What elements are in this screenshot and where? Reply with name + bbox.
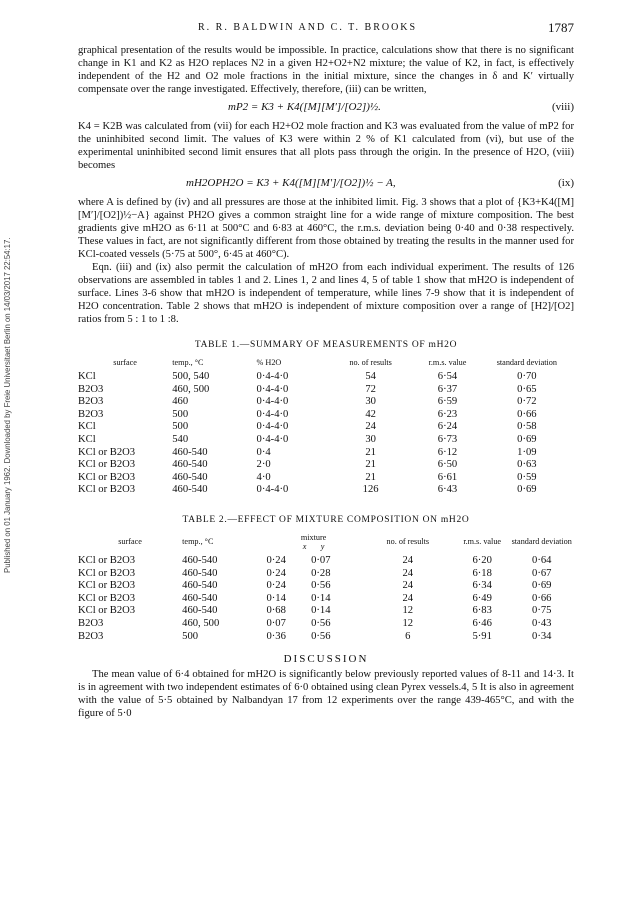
paragraph-1: graphical presentation of the results would be impossible. In practice, calculations show that there is no significant change in K1 and K2 as H2O replaces N2 in a given H2+O2+N2 mixture; the value of K2, in fact, is effectively independent of the H2 and O2 mole fractions in the initial mixture, since the changes in δ and K′ virtually compensate over the range investigated. Effectively, therefore, (iii) can be written,	[78, 45, 574, 95]
table-cell: 6·49	[472, 592, 492, 604]
table-cell: 24	[402, 567, 414, 579]
table-cell: 460, 500	[172, 383, 210, 395]
download-watermark: Published on 01 January 1962. Downloaded by Freie Universitaet Berlin on 14/03/2017 22:54:17.	[3, 237, 12, 573]
table-1	[78, 356, 574, 497]
table-cell: KCl or B2O3	[78, 605, 136, 617]
table1-row	[78, 434, 574, 447]
paragraph-3: where A is defined by (iv) and all pressures are those at the inhibited limit. Fig. 3 shows that a plot of {K3+K4([M][M′]/[O2])½−A} against PH2O gives a common straight line for a wide range of mixture composition. The best gradients give mH2O as 6·11 at 500°C and 6·83 at 460°C, the r.m.s. deviation being 0·40 and 0·38 respectively. These values in fact, are not significantly different from those obtained by treating the results in the manner used for KCl-coated vessels (5·75 at 500°, 6·45 at 460°C).	[78, 197, 574, 260]
table2-header-y: y	[320, 541, 325, 551]
table-cell: 0·36	[266, 630, 286, 642]
table-cell: 24	[402, 554, 414, 566]
table-cell: B2O3	[78, 383, 104, 395]
table1-header: no. of results	[349, 358, 392, 367]
table-cell: 6·20	[472, 554, 492, 566]
table-cell: 6·24	[437, 421, 458, 433]
table-cell: 0·67	[532, 567, 552, 579]
table-cell: KCl or B2O3	[78, 592, 136, 604]
table-cell: 460, 500	[182, 617, 220, 629]
table-cell: 0·65	[517, 383, 537, 395]
table-cell: 0·4-4·0	[256, 433, 289, 445]
table-cell: 0·64	[532, 554, 552, 566]
header-authors: R. R. BALDWIN AND C. T. BROOKS	[198, 22, 418, 33]
table-cell: 0·24	[266, 554, 286, 566]
table-cell: KCl or B2O3	[78, 567, 136, 579]
table2-header: standard deviation	[511, 537, 572, 547]
table-cell: 460-540	[182, 592, 218, 604]
table-cell: 0·75	[532, 605, 552, 617]
table-cell: 0·4-4·0	[256, 396, 289, 408]
table2-header-row	[78, 531, 574, 555]
table-cell: 0·07	[266, 617, 286, 629]
table-cell: KCl	[78, 421, 96, 433]
table-cell: 21	[365, 446, 376, 458]
table-cell: 12	[402, 617, 414, 629]
table2-row	[78, 580, 574, 593]
table-cell: 6·37	[437, 383, 458, 395]
table-cell: 6·18	[472, 567, 492, 579]
table-cell: 0·4	[256, 446, 271, 458]
table1-header: r.m.s. value	[428, 358, 467, 367]
table-cell: 460-540	[182, 554, 218, 566]
table-cell: 0·70	[517, 371, 537, 382]
table-cell: 5·91	[472, 630, 492, 642]
table-cell: KCl or B2O3	[78, 554, 136, 566]
table-cell: B2O3	[78, 630, 104, 642]
table-cell: 6	[405, 630, 411, 642]
table2-header-x: x	[302, 541, 307, 551]
table-cell: 0·28	[311, 567, 331, 579]
table-cell: KCl or B2O3	[78, 580, 136, 592]
table-cell: 6·73	[437, 433, 458, 445]
table-cell: 460-540	[172, 484, 208, 496]
table-cell: 460-540	[172, 446, 208, 458]
table1-row	[78, 447, 574, 460]
table-cell: 460	[172, 396, 189, 408]
table-cell: 0·66	[532, 592, 552, 604]
running-header	[78, 14, 574, 44]
table-cell: 460-540	[182, 567, 218, 579]
table2-header-mixture-label: mixture	[300, 532, 327, 542]
table2-row	[78, 605, 574, 618]
table-cell: 500, 540	[172, 371, 210, 382]
table2-row	[78, 593, 574, 606]
table-cell: B2O3	[78, 408, 104, 420]
table1-row	[78, 472, 574, 485]
table2-row	[78, 555, 574, 568]
table-cell: 0·07	[311, 554, 331, 566]
table-cell: 0·14	[311, 592, 331, 604]
table-cell: 30	[365, 433, 376, 445]
table-cell: 0·24	[266, 567, 286, 579]
table-cell: 6·50	[437, 459, 458, 471]
table-cell: 0·43	[532, 617, 552, 629]
table-cell: 1·09	[517, 446, 537, 458]
table-cell: 0·69	[517, 484, 537, 496]
table1-header-row	[78, 356, 574, 371]
equation-viii-number: (viii)	[552, 101, 574, 113]
table-cell: 0·14	[311, 605, 331, 617]
table-cell: 0·68	[266, 605, 286, 617]
table-cell: 0·4-4·0	[256, 421, 289, 433]
table-cell: 6·61	[437, 471, 458, 483]
table-cell: 0·4-4·0	[256, 484, 289, 496]
table-cell: 42	[365, 408, 376, 420]
table-cell: KCl or B2O3	[78, 484, 136, 496]
table1-row	[78, 396, 574, 409]
paragraph-2: K4 = K2B was calculated from (vii) for each H2+O2 mole fraction and K3 was evaluated from the value of mP2 for the uninhibited second limit. The values of K3 were within 2 % of K1 calculated from (vi), but use of the experimental uninhibited second limit ensures that all plots pass through the origin. In the presence of H2O, (viii) becomes	[78, 121, 574, 171]
table-cell: 21	[365, 471, 376, 483]
page-number: 1787	[548, 20, 574, 35]
table-cell: 0·63	[517, 459, 537, 471]
table-cell: 6·83	[472, 605, 492, 617]
table-cell: 540	[172, 433, 189, 445]
table-cell: 0·58	[517, 421, 537, 433]
table-cell: 500	[182, 630, 199, 642]
table-cell: 0·56	[311, 580, 331, 592]
section-heading-discussion: DISCUSSION	[283, 653, 369, 666]
table-cell: 24	[365, 421, 376, 433]
table2-header: temp., °C	[182, 537, 214, 547]
table-cell: 6·12	[437, 446, 458, 458]
table-cell: KCl or B2O3	[78, 459, 136, 471]
table-cell: 126	[362, 484, 379, 496]
table-cell: 2·0	[256, 459, 271, 471]
table2-row	[78, 618, 574, 631]
table-cell: 6·46	[472, 617, 492, 629]
table1-header: temp., °C	[172, 358, 204, 367]
table-cell: 0·56	[311, 617, 331, 629]
table-cell: 500	[172, 421, 189, 433]
table-cell: 460-540	[172, 459, 208, 471]
table1-header: surface	[113, 358, 137, 367]
table-cell: 0·66	[517, 408, 537, 420]
table1-caption: TABLE 1.—SUMMARY OF MEASUREMENTS OF mH2O	[194, 340, 458, 350]
table1-row	[78, 421, 574, 434]
table1-header: % H2O	[256, 358, 282, 367]
table-cell: 0·4-4·0	[256, 371, 289, 382]
equation-ix	[78, 172, 574, 196]
table-cell: B2O3	[78, 617, 104, 629]
table-cell: 6·43	[437, 484, 458, 496]
table-cell: 12	[402, 605, 414, 617]
table2-header: r.m.s. value	[463, 537, 502, 547]
table-cell: 24	[402, 592, 414, 604]
table-cell: 21	[365, 459, 376, 471]
table2-row	[78, 568, 574, 581]
paragraph-4: Eqn. (iii) and (ix) also permit the calculation of mH2O from each individual experiment. The results of 126 observations are assembled in tables 1 and 2. Lines 1, 2 and lines 4, 5 of table 1 show that mH2O is independent of surface. Lines 3-6 show that mH2O is independent of temperature, while lines 7-9 show that it is independent of H2O concentration. Table 2 shows that mH2O is independent of mixture composition over a range of [H2]/[O2] ratios from 5 : 1 to 1 :8.	[78, 262, 574, 325]
table-cell: 30	[365, 396, 376, 408]
table-cell: 0·4-4·0	[256, 408, 289, 420]
table2-row	[78, 631, 574, 644]
table-2	[78, 531, 574, 643]
table-cell: B2O3	[78, 396, 104, 408]
table-cell: KCl	[78, 433, 96, 445]
equation-ix-number: (ix)	[558, 177, 574, 189]
table-cell: 0·14	[266, 592, 286, 604]
table-cell: 0·59	[517, 471, 537, 483]
table-cell: 0·34	[532, 630, 552, 642]
page-content	[78, 14, 574, 720]
equation-viii-text: mP2 = K3 + K4([M][M′]/[O2])½.	[228, 101, 381, 113]
table-cell: 54	[365, 371, 376, 382]
table1-row	[78, 371, 574, 384]
table1-row	[78, 384, 574, 397]
table-cell: KCl or B2O3	[78, 446, 136, 458]
table-cell: KCl or B2O3	[78, 471, 136, 483]
table2-header: surface	[118, 537, 142, 547]
table1-header: standard deviation	[496, 358, 557, 367]
table-cell: 6·54	[437, 371, 458, 382]
table-cell: 0·69	[517, 433, 537, 445]
table1-row	[78, 459, 574, 472]
table2-caption: TABLE 2.—EFFECT OF MIXTURE COMPOSITION ON mH2O	[182, 514, 470, 525]
table2-header-mixture	[266, 531, 360, 555]
table-cell: 0·24	[266, 580, 286, 592]
equation-viii	[78, 96, 574, 120]
table-cell: 0·72	[517, 396, 537, 408]
table-cell: 0·56	[311, 630, 331, 642]
table-cell: 460-540	[182, 605, 218, 617]
table-cell: 460-540	[182, 580, 218, 592]
equation-ix-text: mH2OPH2O = K3 + K4([M][M′]/[O2])½ − A,	[186, 177, 396, 189]
table-cell: 4·0	[256, 471, 271, 483]
discussion-paragraph: The mean value of 6·4 obtained for mH2O is significantly below previously reported values of 8-11 and 14·3. It is in agreement with two independent estimates of 6·0 obtained using clean Pyrex vessels.4, 5 It is also in agreement with the value of 5·5 obtained by Nalbandyan 17 from 12 experiments over the range 439-465°C, and with the figure of 5·0	[78, 669, 574, 720]
table-cell: 72	[365, 383, 376, 395]
table1-row	[78, 409, 574, 422]
table-cell: 460-540	[172, 471, 208, 483]
table-cell: 6·59	[437, 396, 458, 408]
table-cell: 6·34	[472, 580, 492, 592]
table-cell: 0·69	[532, 580, 552, 592]
table2-header: no. of results	[386, 537, 430, 547]
table-cell: 0·4-4·0	[256, 383, 289, 395]
table-cell: 6·23	[437, 408, 458, 420]
table-cell: 24	[402, 580, 414, 592]
table1-row	[78, 484, 574, 497]
table-cell: KCl	[78, 371, 96, 382]
table-cell: 500	[172, 408, 189, 420]
